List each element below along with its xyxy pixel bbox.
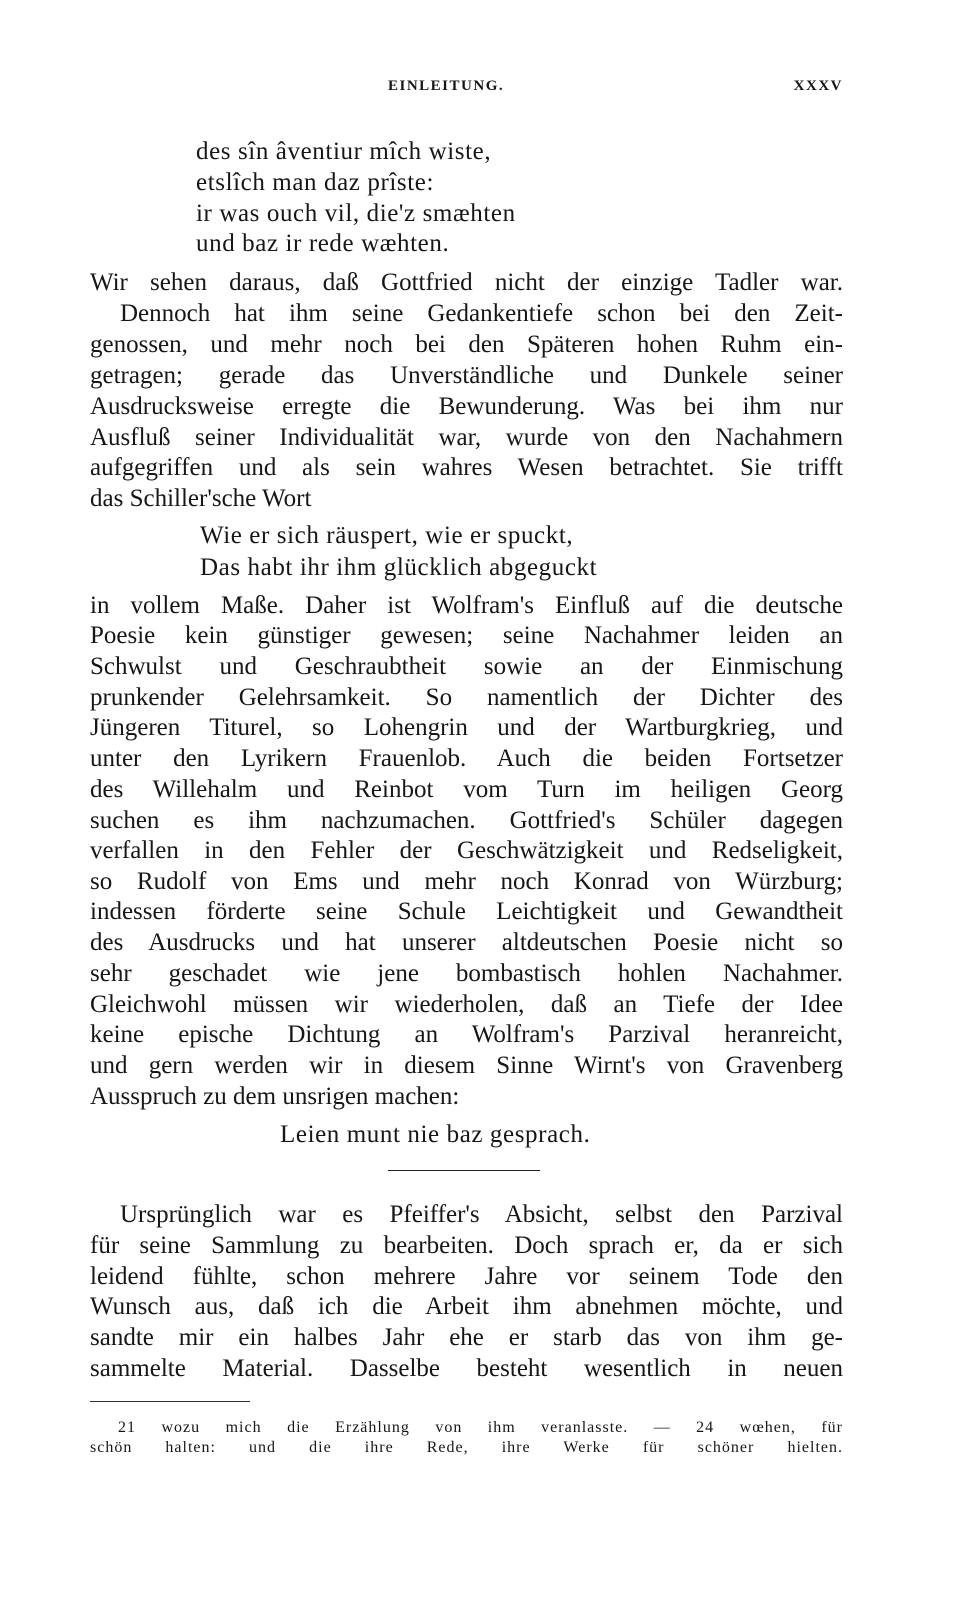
verse-center: Leien munt nie baz gesprach. xyxy=(280,1121,591,1148)
text-line: Gleichwohl müssen wir wiederholen, daß an Tiefe der Idee xyxy=(90,991,843,1018)
text-line: leidend fühlte, schon mehrere Jahre vor seinem Tode den xyxy=(90,1263,843,1290)
text-line: für seine Sammlung zu bearbeiten. Doch sprach er, da er sich xyxy=(90,1232,843,1259)
text-line: getragen; gerade das Unverständliche und Dunkele seiner xyxy=(90,362,843,389)
text-line: Ausdrucksweise erregte die Bewunderung. Was bei ihm nur xyxy=(90,393,843,420)
text-line: Wunsch aus, daß ich die Arbeit ihm abnehmen möchte, und xyxy=(90,1293,843,1320)
text-line: Poesie kein günstiger gewesen; seine Nachahmer leiden an xyxy=(90,622,843,649)
text-line: Wir sehen daraus, daß Gottfried nicht der einzige Tadler war. xyxy=(90,269,843,296)
section-divider xyxy=(388,1170,540,1171)
text-line: genossen, und mehr noch bei den Späteren hohen Ruhm ein- xyxy=(90,331,843,358)
running-title: EINLEITUNG. xyxy=(388,78,505,94)
footnote-line: 21 wozu mich die Erzählung von ihm veranlasste. — 24 wœhen, für xyxy=(118,1419,843,1436)
footnote-line: schön halten: und die ihre Rede, ihre Werke für schöner hielten. xyxy=(90,1439,843,1456)
verse-line: ir was ouch vil, die'z smæhten xyxy=(196,200,516,227)
text-line: aufgegriffen und als sein wahres Wesen betrachtet. Sie trifft xyxy=(90,454,843,481)
text-line: des Ausdrucks und hat unserer altdeutschen Poesie nicht so xyxy=(90,929,843,956)
page-number: XXXV xyxy=(793,78,843,94)
text-line: unter den Lyrikern Frauenlob. Auch die beiden Fortsetzer xyxy=(90,745,843,772)
text-line: Jüngeren Titurel, so Lohengrin und der Wartburgkrieg, und xyxy=(90,714,843,741)
verse-line: des sîn âventiur mîch wiste, xyxy=(196,138,492,165)
quote-line: Das habt ihr ihm glücklich abgeguckt xyxy=(200,554,598,581)
text-line: des Willehalm und Reinbot vom Turn im heiligen Georg xyxy=(90,776,843,803)
text-line: verfallen in den Fehler der Geschwätzigkeit und Redseligkeit, xyxy=(90,837,843,864)
text-line: sandte mir ein halbes Jahr ehe er starb das von ihm ge- xyxy=(90,1324,843,1351)
text-line: indessen förderte seine Schule Leichtigkeit und Gewandtheit xyxy=(90,898,843,925)
text-line: das Schiller'sche Wort xyxy=(90,485,312,512)
text-line: Ausspruch zu dem unsrigen machen: xyxy=(90,1083,460,1110)
footnote-rule xyxy=(90,1401,250,1402)
verse-line: etslîch man daz prîste: xyxy=(196,169,435,196)
text-line: prunkender Gelehrsamkeit. So namentlich der Dichter des xyxy=(90,684,843,711)
text-line: Ursprünglich war es Pfeiffer's Absicht, selbst den Parzival xyxy=(120,1201,843,1228)
text-line: sammelte Material. Dasselbe besteht wesentlich in neuen xyxy=(90,1355,843,1382)
text-line: Dennoch hat ihm seine Gedankentiefe schon bei den Zeit- xyxy=(120,300,843,327)
text-line: suchen es ihm nachzumachen. Gottfried's Schüler dagegen xyxy=(90,807,843,834)
quote-line: Wie er sich räuspert, wie er spuckt, xyxy=(200,522,574,549)
text-line: und gern werden wir in diesem Sinne Wirnt's von Gravenberg xyxy=(90,1052,843,1079)
text-line: Schwulst und Geschraubtheit sowie an der Einmischung xyxy=(90,653,843,680)
text-line: Ausfluß seiner Individualität war, wurde von den Nachahmern xyxy=(90,424,843,451)
text-line: sehr geschadet wie jene bombastisch hohlen Nachahmer. xyxy=(90,960,843,987)
verse-line: und baz ir rede wæhten. xyxy=(196,230,450,257)
text-line: in vollem Maße. Daher ist Wolfram's Einfluß auf die deutsche xyxy=(90,592,843,619)
text-line: keine epische Dichtung an Wolfram's Parzival heranreicht, xyxy=(90,1021,843,1048)
text-line: so Rudolf von Ems und mehr noch Konrad von Würzburg; xyxy=(90,868,843,895)
